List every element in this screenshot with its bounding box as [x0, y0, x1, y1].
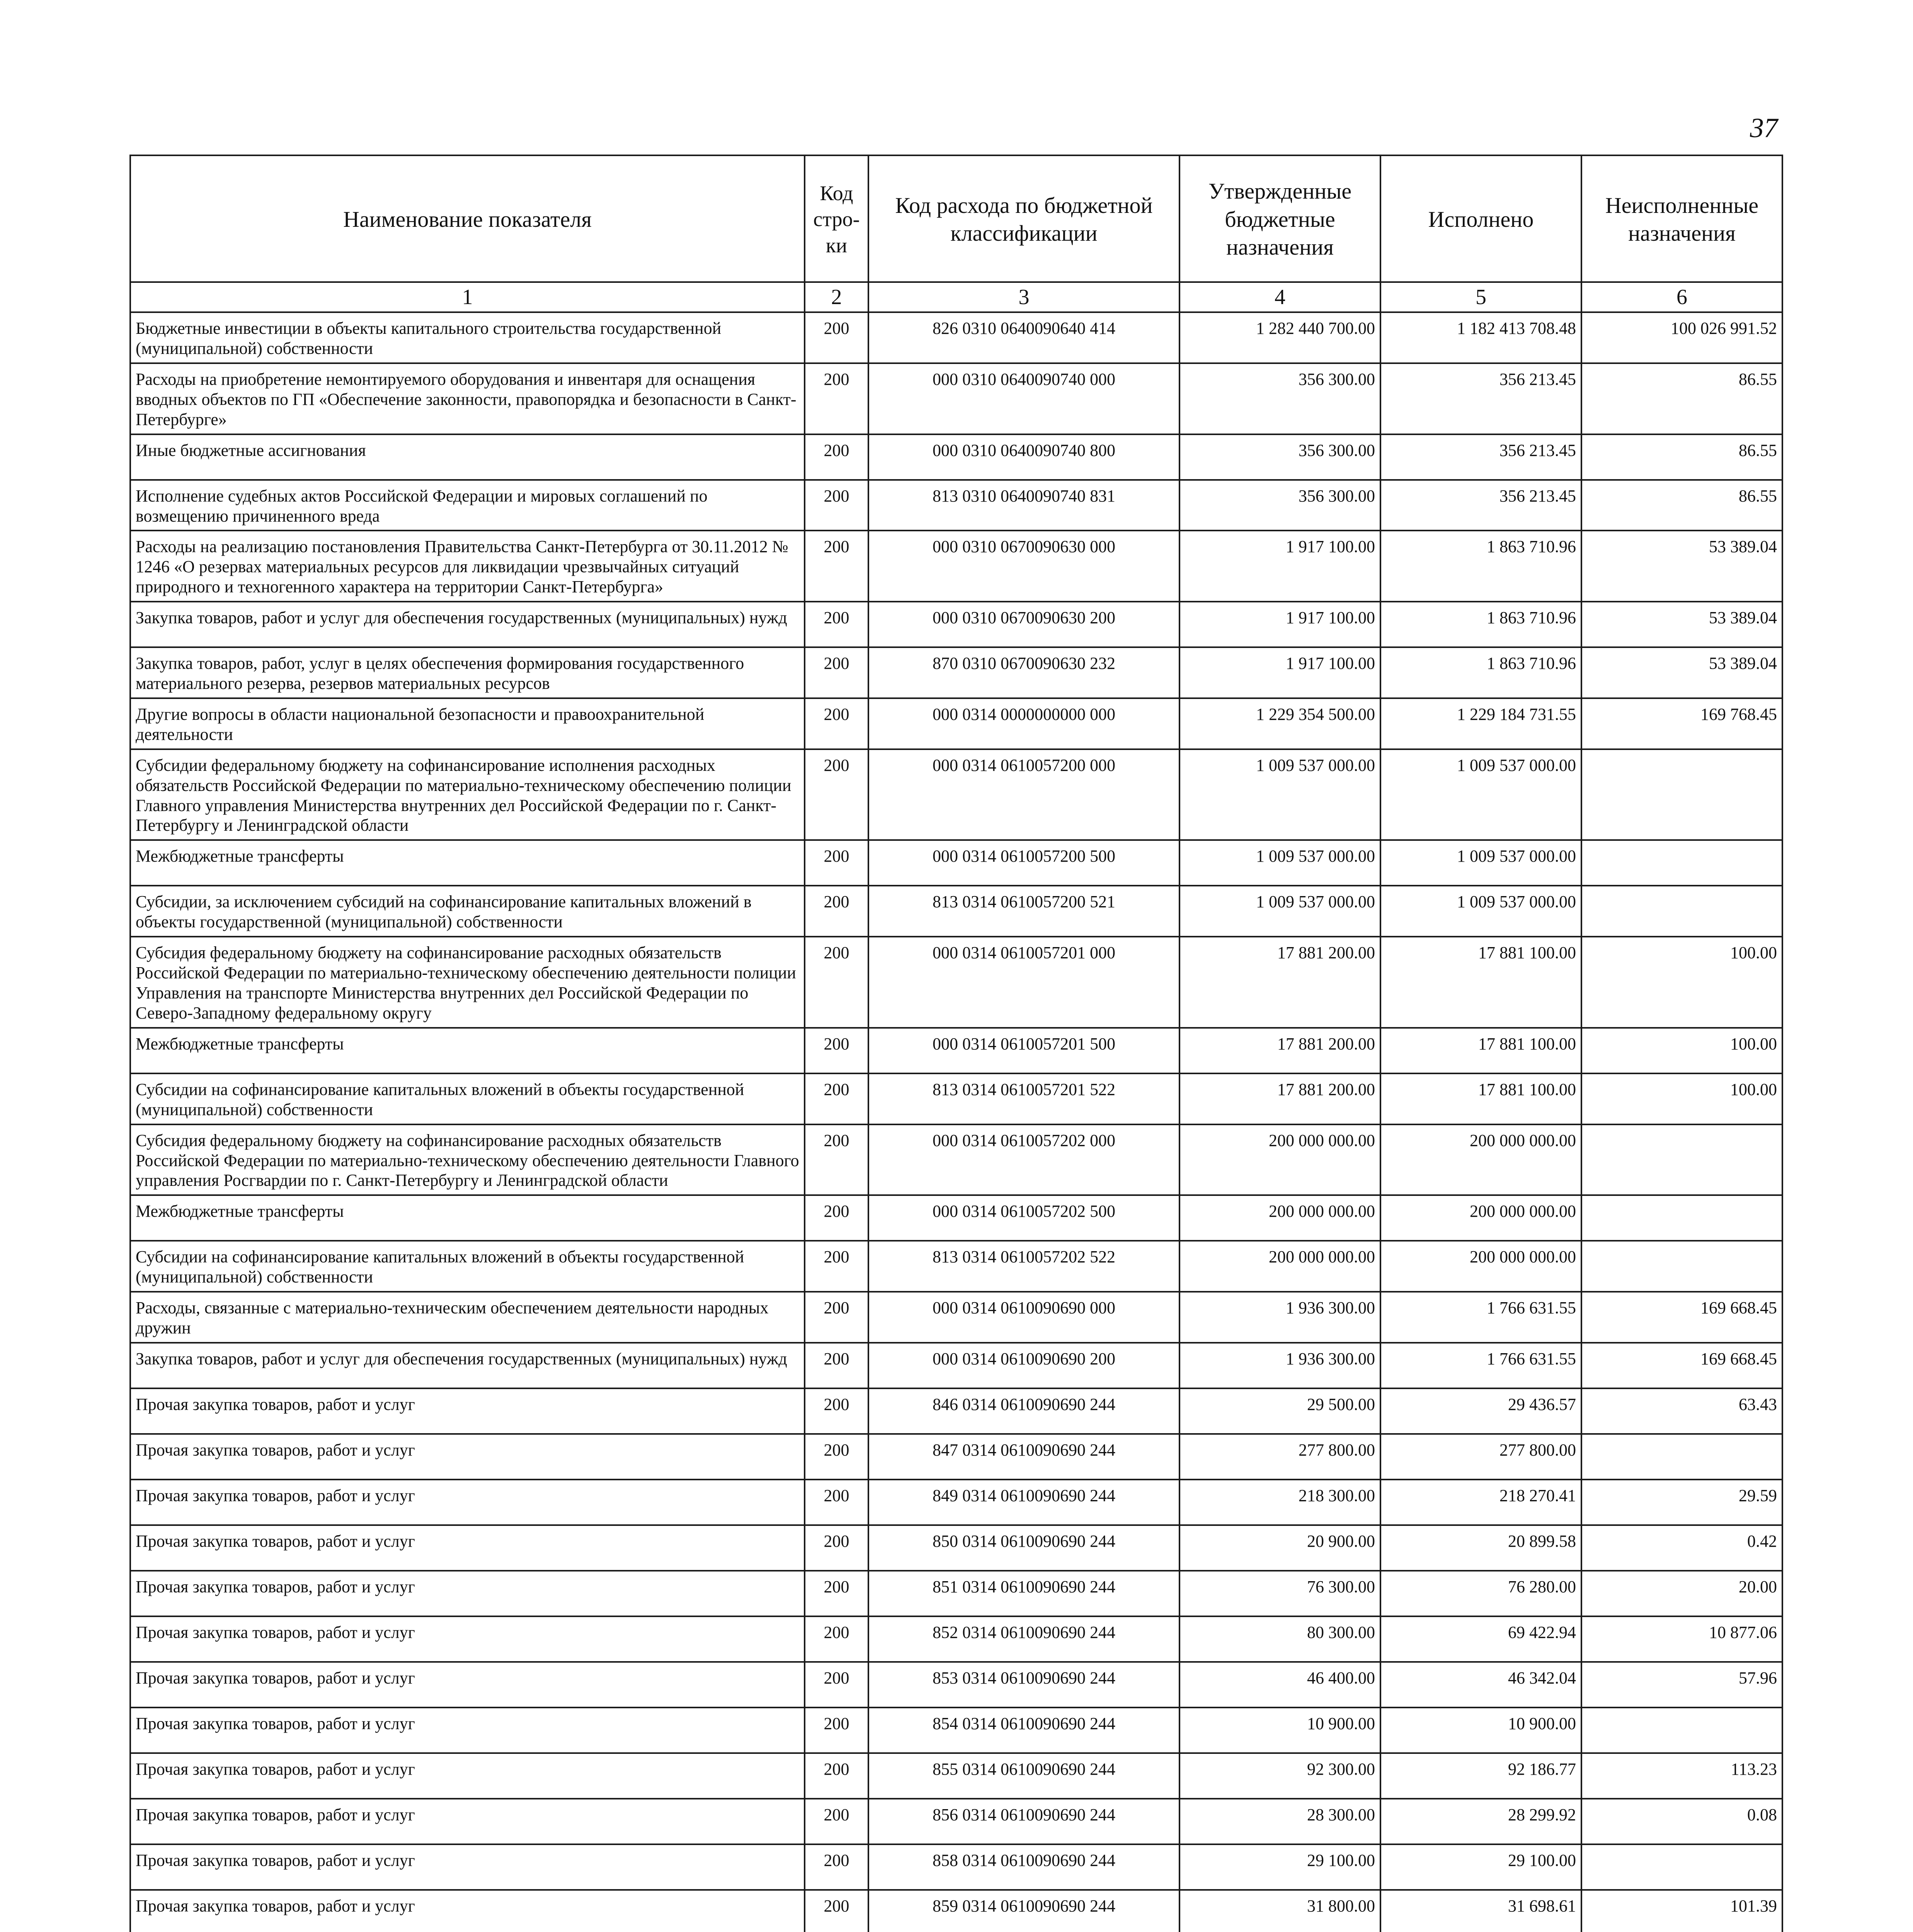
- row-name: Межбюджетные трансферты: [130, 1028, 805, 1073]
- row-unexecuted: [1581, 1434, 1782, 1480]
- row-name: Прочая закупка товаров, работ и услуг: [130, 1616, 805, 1662]
- row-expense-code: 000 0314 0000000000 000: [868, 698, 1179, 749]
- header-approved: Утвержденные бюджетные назначения: [1179, 155, 1380, 282]
- row-unexecuted: 0.08: [1581, 1799, 1782, 1844]
- row-unexecuted: 100.00: [1581, 937, 1782, 1028]
- row-executed: 29 436.57: [1380, 1388, 1581, 1434]
- row-line-code: 200: [805, 1241, 868, 1292]
- table-row: [130, 937, 1782, 1028]
- header-indicator-name: Наименование показателя: [130, 155, 805, 282]
- row-executed: 200 000 000.00: [1380, 1241, 1581, 1292]
- row-approved: 356 300.00: [1179, 480, 1380, 531]
- row-unexecuted: 100.00: [1581, 1028, 1782, 1073]
- row-expense-code: 855 0314 0610090690 244: [868, 1753, 1179, 1799]
- column-number: 1: [130, 282, 805, 312]
- table-row: [130, 1525, 1782, 1571]
- row-unexecuted: 100 026 991.52: [1581, 312, 1782, 363]
- row-name: Прочая закупка товаров, работ и услуг: [130, 1708, 805, 1753]
- row-line-code: 200: [805, 1525, 868, 1571]
- row-expense-code: 847 0314 0610090690 244: [868, 1434, 1179, 1480]
- row-line-code: 200: [805, 1662, 868, 1708]
- row-line-code: 200: [805, 363, 868, 434]
- row-approved: 200 000 000.00: [1179, 1195, 1380, 1241]
- row-executed: 31 698.61: [1380, 1890, 1581, 1932]
- row-executed: 10 900.00: [1380, 1708, 1581, 1753]
- row-expense-code: 000 0310 0640090740 800: [868, 434, 1179, 480]
- row-expense-code: 000 0314 0610090690 000: [868, 1292, 1179, 1343]
- row-unexecuted: 169 668.45: [1581, 1292, 1782, 1343]
- row-unexecuted: 0.42: [1581, 1525, 1782, 1571]
- row-approved: 17 881 200.00: [1179, 1028, 1380, 1073]
- row-name: Субсидии на софинансирование капитальных вложений в объекты государственной (муниципальной) собственности: [130, 1241, 805, 1292]
- row-approved: 10 900.00: [1179, 1708, 1380, 1753]
- row-expense-code: 000 0314 0610057200 000: [868, 749, 1179, 840]
- row-unexecuted: 20.00: [1581, 1571, 1782, 1616]
- row-unexecuted: 100.00: [1581, 1073, 1782, 1124]
- row-line-code: 200: [805, 1028, 868, 1073]
- row-approved: 1 936 300.00: [1179, 1292, 1380, 1343]
- table-row: [130, 1662, 1782, 1708]
- row-name: Межбюджетные трансферты: [130, 840, 805, 886]
- row-executed: 46 342.04: [1380, 1662, 1581, 1708]
- row-executed: 1 009 537 000.00: [1380, 840, 1581, 886]
- row-approved: 1 917 100.00: [1179, 602, 1380, 647]
- row-executed: 92 186.77: [1380, 1753, 1581, 1799]
- row-expense-code: 856 0314 0610090690 244: [868, 1799, 1179, 1844]
- row-name: Другие вопросы в области национальной безопасности и правоохранительной деятельности: [130, 698, 805, 749]
- page-number: 37: [1750, 112, 1778, 143]
- row-line-code: 200: [805, 840, 868, 886]
- row-executed: 200 000 000.00: [1380, 1195, 1581, 1241]
- row-name: Бюджетные инвестиции в объекты капитального строительства государственной (муниципальной) собственности: [130, 312, 805, 363]
- row-line-code: 200: [805, 937, 868, 1028]
- table-row: [130, 602, 1782, 647]
- header-line-code: Код стро-ки: [805, 155, 868, 282]
- table-row: [130, 1124, 1782, 1196]
- table-row: [130, 1616, 1782, 1662]
- row-executed: 29 100.00: [1380, 1844, 1581, 1890]
- table-row: [130, 1388, 1782, 1434]
- row-expense-code: 000 0314 0610057201 500: [868, 1028, 1179, 1073]
- row-unexecuted: [1581, 749, 1782, 840]
- row-unexecuted: [1581, 1844, 1782, 1890]
- row-name: Субсидия федеральному бюджету на софинансирование расходных обязательств Российской Федерации по материально-техническому обеспечению деятельности Главного управления Росгвардии по г. Санкт-Петербургу и Ленинградской области: [130, 1124, 805, 1196]
- column-number-row: [130, 282, 1782, 312]
- table-row: [130, 531, 1782, 602]
- row-line-code: 200: [805, 531, 868, 602]
- row-line-code: 200: [805, 602, 868, 647]
- row-line-code: 200: [805, 886, 868, 937]
- row-approved: 76 300.00: [1179, 1571, 1380, 1616]
- table-row: [130, 1343, 1782, 1388]
- row-unexecuted: 57.96: [1581, 1662, 1782, 1708]
- row-name: Субсидии на софинансирование капитальных вложений в объекты государственной (муниципальной) собственности: [130, 1073, 805, 1124]
- row-name: Исполнение судебных актов Российской Федерации и мировых соглашений по возмещению причиненного вреда: [130, 480, 805, 531]
- column-number: 4: [1179, 282, 1380, 312]
- row-executed: 200 000 000.00: [1380, 1124, 1581, 1196]
- row-executed: 76 280.00: [1380, 1571, 1581, 1616]
- row-approved: 1 229 354 500.00: [1179, 698, 1380, 749]
- row-name: Прочая закупка товаров, работ и услуг: [130, 1890, 805, 1932]
- row-unexecuted: 29.59: [1581, 1480, 1782, 1525]
- row-name: Межбюджетные трансферты: [130, 1195, 805, 1241]
- row-expense-code: 000 0310 0670090630 000: [868, 531, 1179, 602]
- table-row: [130, 840, 1782, 886]
- table-row: [130, 1480, 1782, 1525]
- row-name: Прочая закупка товаров, работ и услуг: [130, 1753, 805, 1799]
- row-expense-code: 852 0314 0610090690 244: [868, 1616, 1179, 1662]
- table-row: [130, 312, 1782, 363]
- table-row: [130, 1708, 1782, 1753]
- row-name: Субсидии федеральному бюджету на софинансирование исполнения расходных обязательств Российской Федерации по материально-техническому обеспечению полиции Главного управления Министерства внутренних дел Российской Федерации по г. Санкт-Петербургу и Ленинградской области: [130, 749, 805, 840]
- row-approved: 31 800.00: [1179, 1890, 1380, 1932]
- row-executed: 17 881 100.00: [1380, 1028, 1581, 1073]
- row-executed: 356 213.45: [1380, 363, 1581, 434]
- row-name: Прочая закупка товаров, работ и услуг: [130, 1662, 805, 1708]
- row-approved: 1 936 300.00: [1179, 1343, 1380, 1388]
- row-expense-code: 813 0314 0610057201 522: [868, 1073, 1179, 1124]
- row-line-code: 200: [805, 1434, 868, 1480]
- row-unexecuted: [1581, 1195, 1782, 1241]
- row-line-code: 200: [805, 647, 868, 698]
- row-unexecuted: [1581, 886, 1782, 937]
- row-expense-code: 813 0310 0640090740 831: [868, 480, 1179, 531]
- row-unexecuted: 53 389.04: [1581, 531, 1782, 602]
- row-executed: 1 766 631.55: [1380, 1292, 1581, 1343]
- table-row: [130, 1073, 1782, 1124]
- row-approved: 277 800.00: [1179, 1434, 1380, 1480]
- row-name: Прочая закупка товаров, работ и услуг: [130, 1799, 805, 1844]
- row-name: Прочая закупка товаров, работ и услуг: [130, 1388, 805, 1434]
- row-line-code: 200: [805, 1844, 868, 1890]
- row-approved: 1 009 537 000.00: [1179, 840, 1380, 886]
- row-expense-code: 858 0314 0610090690 244: [868, 1844, 1179, 1890]
- row-expense-code: 870 0310 0670090630 232: [868, 647, 1179, 698]
- row-line-code: 200: [805, 698, 868, 749]
- row-executed: 1 863 710.96: [1380, 647, 1581, 698]
- table-row: [130, 1844, 1782, 1890]
- budget-execution-table: [129, 155, 1783, 1932]
- row-line-code: 200: [805, 312, 868, 363]
- table-row: [130, 1292, 1782, 1343]
- row-expense-code: 854 0314 0610090690 244: [868, 1708, 1179, 1753]
- row-unexecuted: 86.55: [1581, 363, 1782, 434]
- table-row: [130, 1434, 1782, 1480]
- row-approved: 46 400.00: [1179, 1662, 1380, 1708]
- row-line-code: 200: [805, 1073, 868, 1124]
- row-executed: 1 182 413 708.48: [1380, 312, 1581, 363]
- row-expense-code: 853 0314 0610090690 244: [868, 1662, 1179, 1708]
- row-executed: 1 229 184 731.55: [1380, 698, 1581, 749]
- header-executed: Исполнено: [1380, 155, 1581, 282]
- column-number: 3: [868, 282, 1179, 312]
- row-expense-code: 000 0314 0610057202 500: [868, 1195, 1179, 1241]
- row-line-code: 200: [805, 1343, 868, 1388]
- row-expense-code: 859 0314 0610090690 244: [868, 1890, 1179, 1932]
- row-expense-code: 000 0314 0610057202 000: [868, 1124, 1179, 1196]
- row-expense-code: 850 0314 0610090690 244: [868, 1525, 1179, 1571]
- row-executed: 69 422.94: [1380, 1616, 1581, 1662]
- row-line-code: 200: [805, 1195, 868, 1241]
- table-row: [130, 698, 1782, 749]
- row-name: Субсидии, за исключением субсидий на софинансирование капитальных вложений в объекты государственной (муниципальной) собственности: [130, 886, 805, 937]
- row-approved: 17 881 200.00: [1179, 937, 1380, 1028]
- table-row: [130, 1028, 1782, 1073]
- row-executed: 218 270.41: [1380, 1480, 1581, 1525]
- row-expense-code: 000 0310 0640090740 000: [868, 363, 1179, 434]
- table-row: [130, 1241, 1782, 1292]
- row-line-code: 200: [805, 1890, 868, 1932]
- row-approved: 200 000 000.00: [1179, 1241, 1380, 1292]
- row-line-code: 200: [805, 1708, 868, 1753]
- row-approved: 1 009 537 000.00: [1179, 749, 1380, 840]
- row-approved: 92 300.00: [1179, 1753, 1380, 1799]
- row-approved: 1 917 100.00: [1179, 531, 1380, 602]
- row-line-code: 200: [805, 1480, 868, 1525]
- row-name: Закупка товаров, работ, услуг в целях обеспечения формирования государственного материального резерва, резервов материальных ресурсов: [130, 647, 805, 698]
- row-unexecuted: 63.43: [1581, 1388, 1782, 1434]
- row-approved: 29 500.00: [1179, 1388, 1380, 1434]
- row-expense-code: 849 0314 0610090690 244: [868, 1480, 1179, 1525]
- table-row: [130, 1890, 1782, 1932]
- row-executed: 1 863 710.96: [1380, 602, 1581, 647]
- row-name: Расходы на приобретение немонтируемого оборудования и инвентаря для оснащения вводных объектов по ГП «Обеспечение законности, правопорядка и безопасности в Санкт-Петербурге»: [130, 363, 805, 434]
- row-name: Прочая закупка товаров, работ и услуг: [130, 1571, 805, 1616]
- row-executed: 28 299.92: [1380, 1799, 1581, 1844]
- row-line-code: 200: [805, 1292, 868, 1343]
- row-approved: 1 009 537 000.00: [1179, 886, 1380, 937]
- row-line-code: 200: [805, 1799, 868, 1844]
- row-approved: 1 282 440 700.00: [1179, 312, 1380, 363]
- row-approved: 356 300.00: [1179, 434, 1380, 480]
- row-executed: 17 881 100.00: [1380, 937, 1581, 1028]
- table-row: [130, 886, 1782, 937]
- row-executed: 277 800.00: [1380, 1434, 1581, 1480]
- row-expense-code: 000 0314 0610090690 200: [868, 1343, 1179, 1388]
- row-unexecuted: 169 768.45: [1581, 698, 1782, 749]
- row-executed: 20 899.58: [1380, 1525, 1581, 1571]
- row-executed: 1 766 631.55: [1380, 1343, 1581, 1388]
- row-unexecuted: [1581, 1241, 1782, 1292]
- row-approved: 29 100.00: [1179, 1844, 1380, 1890]
- row-line-code: 200: [805, 480, 868, 531]
- row-expense-code: 000 0310 0670090630 200: [868, 602, 1179, 647]
- row-expense-code: 851 0314 0610090690 244: [868, 1571, 1179, 1616]
- row-unexecuted: 86.55: [1581, 480, 1782, 531]
- row-unexecuted: 10 877.06: [1581, 1616, 1782, 1662]
- row-executed: 17 881 100.00: [1380, 1073, 1581, 1124]
- table-row: [130, 1799, 1782, 1844]
- row-line-code: 200: [805, 1124, 868, 1196]
- row-approved: 28 300.00: [1179, 1799, 1380, 1844]
- row-name: Прочая закупка товаров, работ и услуг: [130, 1434, 805, 1480]
- column-number: 6: [1581, 282, 1782, 312]
- column-number: 5: [1380, 282, 1581, 312]
- row-unexecuted: 86.55: [1581, 434, 1782, 480]
- table-row: [130, 749, 1782, 840]
- row-unexecuted: 101.39: [1581, 1890, 1782, 1932]
- row-name: Расходы на реализацию постановления Правительства Санкт-Петербурга от 30.11.2012 № 1246 «О резервах материальных ресурсов для ликвидации чрезвычайных ситуаций природного и техногенного характера на территории Санкт-Петербурга»: [130, 531, 805, 602]
- table-row: [130, 363, 1782, 434]
- table-row: [130, 480, 1782, 531]
- row-name: Прочая закупка товаров, работ и услуг: [130, 1480, 805, 1525]
- row-expense-code: 000 0314 0610057201 000: [868, 937, 1179, 1028]
- row-unexecuted: 169 668.45: [1581, 1343, 1782, 1388]
- row-unexecuted: [1581, 1708, 1782, 1753]
- row-unexecuted: 53 389.04: [1581, 647, 1782, 698]
- row-expense-code: 813 0314 0610057202 522: [868, 1241, 1179, 1292]
- row-unexecuted: [1581, 1124, 1782, 1196]
- row-approved: 1 917 100.00: [1179, 647, 1380, 698]
- row-approved: 218 300.00: [1179, 1480, 1380, 1525]
- row-unexecuted: 53 389.04: [1581, 602, 1782, 647]
- row-approved: 200 000 000.00: [1179, 1124, 1380, 1196]
- row-line-code: 200: [805, 1571, 868, 1616]
- row-name: Расходы, связанные с материально-техническим обеспечением деятельности народных дружин: [130, 1292, 805, 1343]
- row-line-code: 200: [805, 1388, 868, 1434]
- row-expense-code: 000 0314 0610057200 500: [868, 840, 1179, 886]
- row-name: Иные бюджетные ассигнования: [130, 434, 805, 480]
- table-row: [130, 1571, 1782, 1616]
- row-executed: 1 009 537 000.00: [1380, 886, 1581, 937]
- row-executed: 1 863 710.96: [1380, 531, 1581, 602]
- row-executed: 1 009 537 000.00: [1380, 749, 1581, 840]
- table-row: [130, 1195, 1782, 1241]
- table-header: [130, 155, 1782, 282]
- column-number: 2: [805, 282, 868, 312]
- row-expense-code: 826 0310 0640090640 414: [868, 312, 1179, 363]
- table-row: [130, 1753, 1782, 1799]
- row-line-code: 200: [805, 749, 868, 840]
- row-unexecuted: [1581, 840, 1782, 886]
- row-name: Закупка товаров, работ и услуг для обеспечения государственных (муниципальных) нужд: [130, 1343, 805, 1388]
- header-unexecuted: Неисполненные назначения: [1581, 155, 1782, 282]
- row-line-code: 200: [805, 1753, 868, 1799]
- row-line-code: 200: [805, 434, 868, 480]
- row-approved: 17 881 200.00: [1179, 1073, 1380, 1124]
- row-name: Прочая закупка товаров, работ и услуг: [130, 1525, 805, 1571]
- row-line-code: 200: [805, 1616, 868, 1662]
- row-expense-code: 846 0314 0610090690 244: [868, 1388, 1179, 1434]
- row-approved: 356 300.00: [1179, 363, 1380, 434]
- row-executed: 356 213.45: [1380, 434, 1581, 480]
- header-expense-code: Код расхода по бюджетной классификации: [868, 155, 1179, 282]
- row-unexecuted: 113.23: [1581, 1753, 1782, 1799]
- row-name: Прочая закупка товаров, работ и услуг: [130, 1844, 805, 1890]
- row-approved: 80 300.00: [1179, 1616, 1380, 1662]
- row-name: Закупка товаров, работ и услуг для обеспечения государственных (муниципальных) нужд: [130, 602, 805, 647]
- table-body: [130, 282, 1782, 1932]
- table-row: [130, 647, 1782, 698]
- table-row: [130, 434, 1782, 480]
- row-name: Субсидия федеральному бюджету на софинансирование расходных обязательств Российской Федерации по материально-техническому обеспечению деятельности полиции Управления на транспорте Министерства внутренних дел Российской Федерации по Северо-Западному федеральному округу: [130, 937, 805, 1028]
- row-executed: 356 213.45: [1380, 480, 1581, 531]
- header-row: [130, 155, 1782, 282]
- row-approved: 20 900.00: [1179, 1525, 1380, 1571]
- row-expense-code: 813 0314 0610057200 521: [868, 886, 1179, 937]
